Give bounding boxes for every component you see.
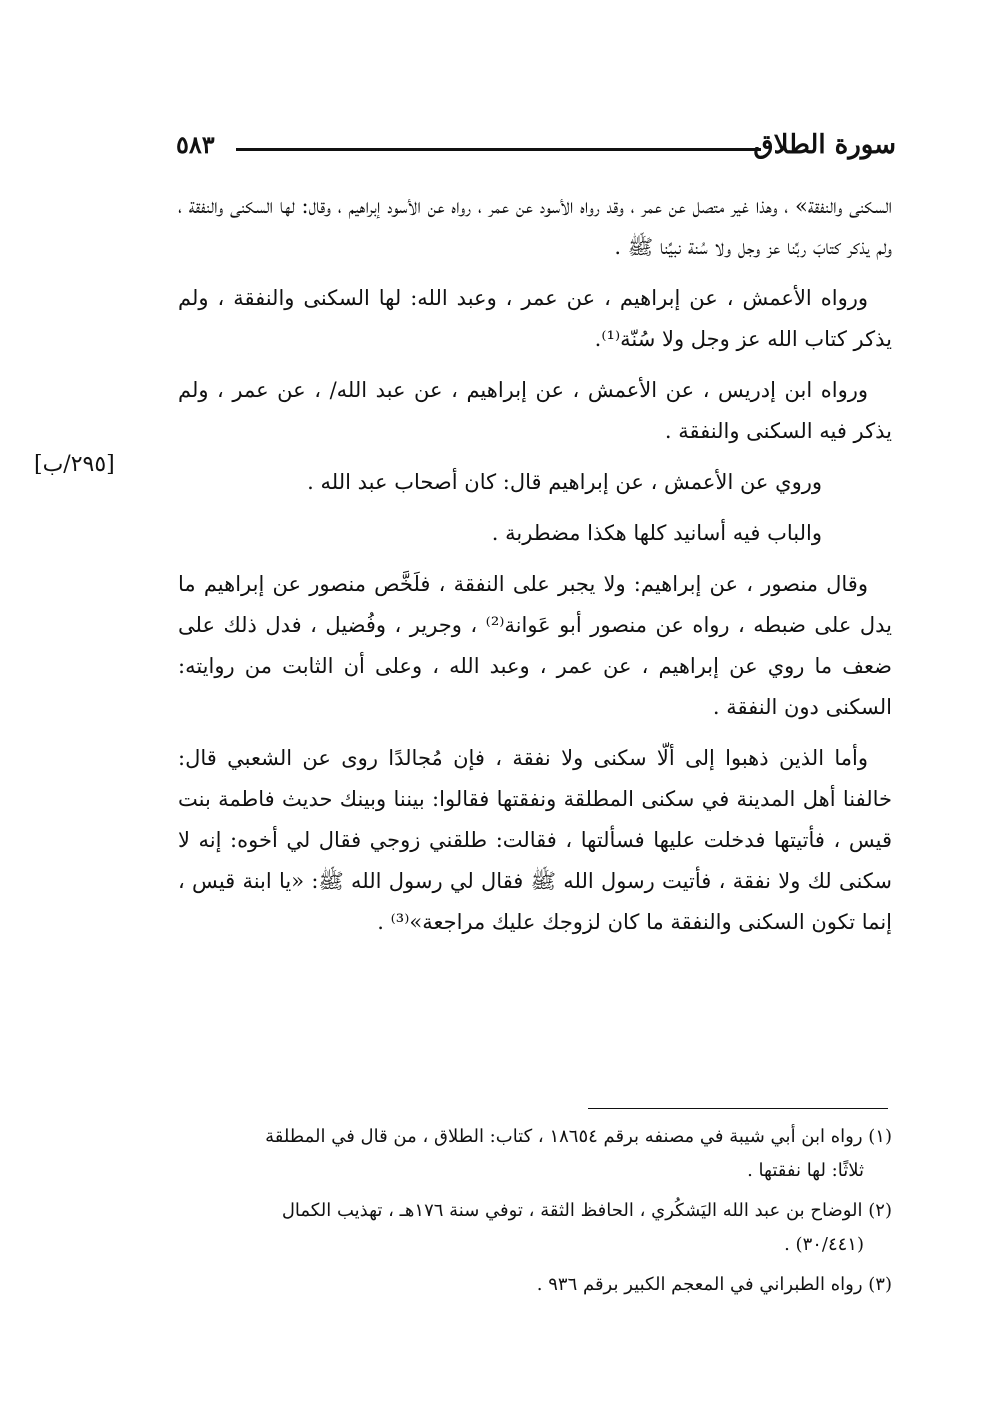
footnotes bbox=[178, 1120, 892, 1308]
paragraph: وأما الذين ذهبوا إلى ألّا سكنى ولا نفقة ، فإن مُجالدًا روى عن الشعبي قال: خالفنا أهل المدينة في سكنى المطلقة ونفقتها فقالوا: بيننا وبينك حديث فاطمة بنت قيس ، فأتيتها فدخلت عليها فسألتها ، فقالت: طلقني زوجي فقال لي أخوه: إنه لا سكنى لك ولا نفقة ، فأتيت رسول الله ﷺ فقال لي رسول الله ﷺ: «يا ابنة قيس ، إنما تكون السكنى والنفقة ما كان لزوجك عليك مراجعة»⁽³⁾ . bbox=[178, 746, 892, 934]
surah-title: سورة الطلاق bbox=[753, 130, 896, 160]
footnote-1 bbox=[178, 1120, 892, 1188]
paragraph: السكنى والنفقة» ، وهذا غير متصل عن عمر ، وقد رواه الأسود عن عمر ، رواه عن الأسود إبراهيم ، وقال: لها السكنى والنفقة ، ولم يذكر كتابَ ربِّنا عز وجل ولا سُنة نبيِّنا ﷺ . bbox=[178, 194, 892, 259]
footnote-text: (١) رواه ابن أبي شيبة في مصنفه برقم ١٨٦٥٤ ، كتاب: الطلاق ، من قال في المطلقة bbox=[265, 1126, 892, 1147]
paragraph: والباب فيه أسانيد كلها هكذا مضطربة . bbox=[491, 521, 822, 545]
footnote-3 bbox=[178, 1268, 892, 1302]
footnote-text: (٣) رواه الطبراني في المعجم الكبير برقم ٩٣٦ . bbox=[536, 1274, 892, 1295]
paragraph: ورواه ابن إدريس ، عن الأعمش ، عن إبراهيم ، عن عبد الله/ ، عن عمر ، ولم يذكر فيه السكنى والنفقة . bbox=[178, 378, 892, 443]
paragraph: وقال منصور ، عن إبراهيم: ولا يجبر على النفقة ، فلَخَّص منصور عن إبراهيم ما يدل على ضبطه ، رواه عن منصور أبو عَوانة⁽²⁾ ، وجرير ، وفُضيل ، فدل ذلك على ضعف ما روي عن إبراهيم ، عن عمر ، وعبد الله ، وعلى أن الثابت من روايته: السكنى دون النفقة . bbox=[178, 572, 892, 719]
paragraph: وروي عن الأعمش ، عن إبراهيم قال: كان أصحاب عبد الله . bbox=[307, 470, 822, 494]
page-number: ٥٨٣ bbox=[176, 130, 215, 159]
page-header bbox=[176, 128, 896, 168]
paragraph: ورواه الأعمش ، عن إبراهيم ، عن عمر ، وعبد الله: لها السكنى والنفقة ، ولم يذكر كتاب الله عز وجل ولا سُنّة⁽¹⁾. bbox=[178, 286, 892, 351]
main-text bbox=[178, 186, 892, 953]
footnote-2 bbox=[178, 1194, 892, 1262]
footnote-text: (٢) الوضاح بن عبد الله اليَشكُري ، الحافظ الثقة ، توفي سنة ١٧٦هـ ، تهذيب الكمال bbox=[281, 1200, 892, 1221]
header-rule bbox=[236, 148, 761, 151]
footnote-separator bbox=[588, 1108, 888, 1109]
footnote-text: (٣٠/٤٤١) . bbox=[784, 1234, 864, 1255]
margin-folio-note: [٢٩٥/ب] bbox=[34, 452, 115, 477]
footnote-text: ثلاثًا: لها نفقتها . bbox=[747, 1160, 864, 1181]
